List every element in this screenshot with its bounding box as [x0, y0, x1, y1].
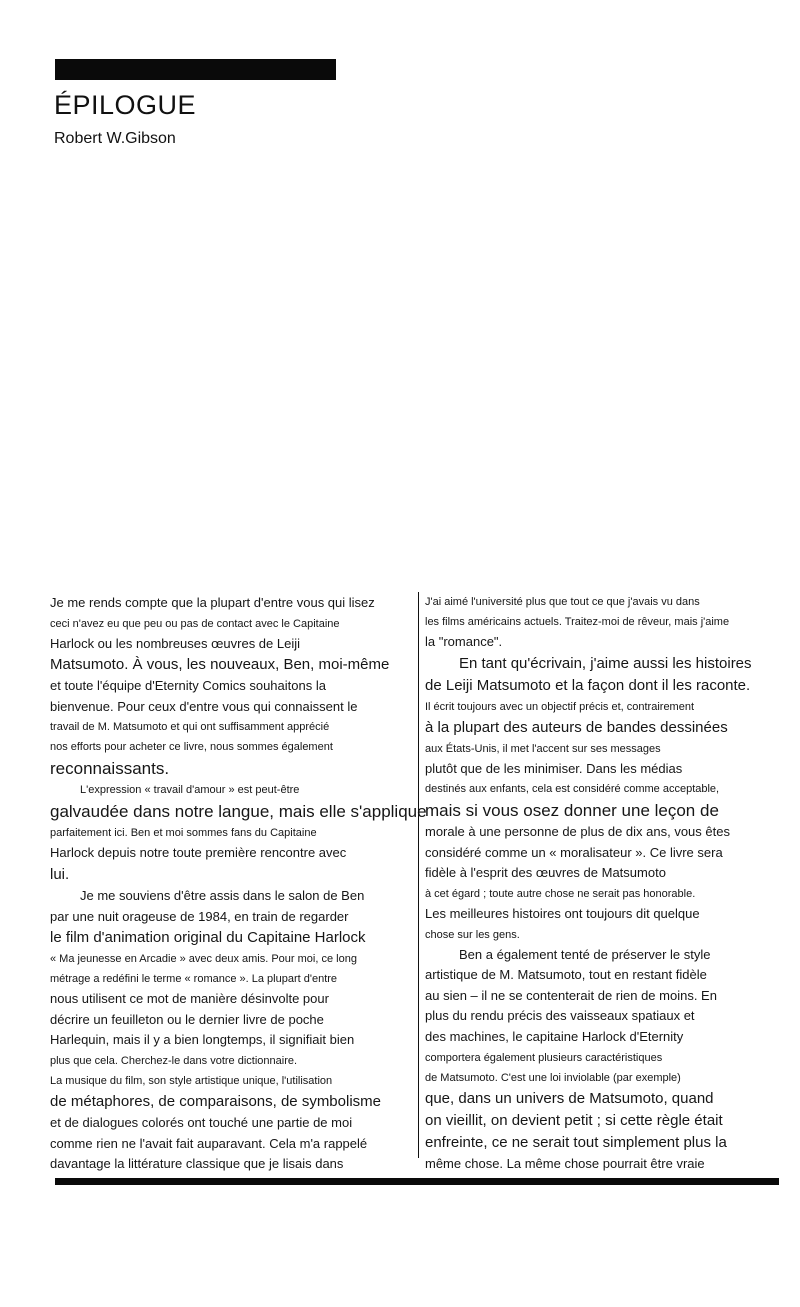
left-column	[50, 593, 427, 1175]
text-line: davantage la littérature classique que je lisais dans	[50, 1156, 344, 1172]
text-line: aux États-Unis, il met l'accent sur ses messages	[425, 742, 661, 755]
text-line: J'ai aimé l'université plus que tout ce que j'avais vu dans	[425, 596, 700, 608]
text-line: Je me souviens d'être assis dans le salon de Ben	[80, 887, 365, 903]
text-line: à cet égard ; toute autre chose ne serait pas honorable.	[425, 887, 696, 900]
text-line: la "romance".	[425, 634, 503, 649]
text-line: nous utilisent ce mot de manière désinvolte pour	[50, 991, 329, 1007]
text-line: destinés aux enfants, cela est considéré comme acceptable,	[425, 783, 720, 796]
text-line: parfaitement ici. Ben et moi sommes fans du Capitaine	[50, 827, 317, 840]
text-line: lui.	[50, 865, 70, 883]
text-line: on vieillit, on devient petit ; si cette règle était	[425, 1111, 723, 1129]
text-line: à la plupart des auteurs de bandes dessinées	[425, 718, 728, 736]
text-line: Harlock ou les nombreuses œuvres de Leiji	[50, 635, 300, 651]
text-line: que, dans un univers de Matsumoto, quand	[425, 1089, 714, 1107]
text-line: artistique de M. Matsumoto, tout en restant fidèle	[425, 967, 707, 983]
right-column	[418, 592, 781, 1171]
text-line: les films américains actuels. Traitez-moi de rêveur, mais j'aime	[425, 616, 730, 628]
text-line: « Ma jeunesse en Arcadie » avec deux amis. Pour moi, ce long	[50, 953, 357, 966]
text-line: mais si vous osez donner une leçon de	[425, 801, 719, 821]
text-line: plutôt que de les minimiser. Dans les médias	[425, 760, 683, 776]
text-line: Les meilleures histoires ont toujours dit quelque	[425, 905, 700, 921]
text-line: La musique du film, son style artistique unique, l'utilisation	[50, 1074, 333, 1087]
text-line: reconnaissants.	[50, 759, 170, 779]
text-line: comme rien ne l'avait fait auparavant. Cela m'a rappelé	[50, 1135, 368, 1151]
text-line: L'expression « travail d'amour » est peut-être	[80, 784, 300, 797]
text-line: le film d'animation original du Capitaine Harlock	[50, 929, 366, 947]
text-line: comportera également plusieurs caractéristiques	[425, 1051, 663, 1064]
text-line: Harlock depuis notre toute première rencontre avec	[50, 845, 347, 861]
text-line: décrire un feuilleton ou le dernier livre de poche	[50, 1011, 324, 1027]
text-line: enfreinte, ce ne serait tout simplement plus la	[425, 1133, 727, 1151]
text-line: et de dialogues colorés ont touché une partie de moi	[50, 1114, 353, 1130]
text-line: considéré comme un « moralisateur ». Ce livre sera	[425, 844, 723, 860]
text-line: fidèle à l'esprit des œuvres de Matsumoto	[425, 865, 666, 881]
header-redaction-bar	[55, 59, 336, 80]
text-line: Matsumoto. À vous, les nouveaux, Ben, moi-même	[50, 656, 390, 674]
text-line: plus du rendu précis des vaisseaux spatiaux et	[425, 1008, 695, 1024]
footer-rule	[55, 1178, 779, 1185]
text-line: chose sur les gens.	[425, 928, 520, 941]
text-line: de métaphores, de comparaisons, de symbolisme	[50, 1092, 381, 1110]
text-line: par une nuit orageuse de 1984, en train de regarder	[50, 908, 349, 924]
text-line: de Matsumoto. C'est une loi inviolable (par exemple)	[425, 1071, 681, 1084]
text-line: Ben a également tenté de préserver le style	[459, 946, 711, 962]
text-line: galvaudée dans notre langue, mais elle s'applique	[50, 802, 427, 822]
text-line: métrage a redéfini le terme « romance ». La plupart d'entre	[50, 973, 338, 986]
text-line: nos efforts pour acheter ce livre, nous sommes également	[50, 741, 333, 754]
text-line: morale à une personne de plus de dix ans, vous êtes	[425, 824, 730, 840]
text-line: au sien – il ne se contenterait de rien de moins. En	[425, 987, 717, 1003]
text-line: Je me rends compte que la plupart d'entre vous qui lisez	[50, 595, 375, 610]
page-title: ÉPILOGUE	[54, 90, 197, 120]
text-line: travail de M. Matsumoto et qui ont suffisamment apprécié	[50, 721, 330, 734]
text-line: même chose. La même chose pourrait être vraie	[425, 1155, 705, 1171]
text-line: bienvenue. Pour ceux d'entre vous qui connaissent le	[50, 698, 358, 714]
text-line: et toute l'équipe d'Eternity Comics souhaitons la	[50, 678, 326, 694]
author-name: Robert W.Gibson	[54, 130, 176, 147]
text-line: ceci n'avez eu que peu ou pas de contact avec le Capitaine	[50, 617, 340, 630]
text-line: de Leiji Matsumoto et la façon dont il les raconte.	[425, 676, 751, 694]
text-line: En tant qu'écrivain, j'aime aussi les histoires	[459, 654, 752, 672]
text-line: Il écrit toujours avec un objectif précis et, contrairement	[425, 700, 695, 713]
text-line: des machines, le capitaine Harlock d'Eternity	[425, 1028, 684, 1044]
text-line: Harlequin, mais il y a bien longtemps, il signifiait bien	[50, 1032, 355, 1048]
text-line: plus que cela. Cherchez-le dans votre dictionnaire.	[50, 1054, 298, 1067]
